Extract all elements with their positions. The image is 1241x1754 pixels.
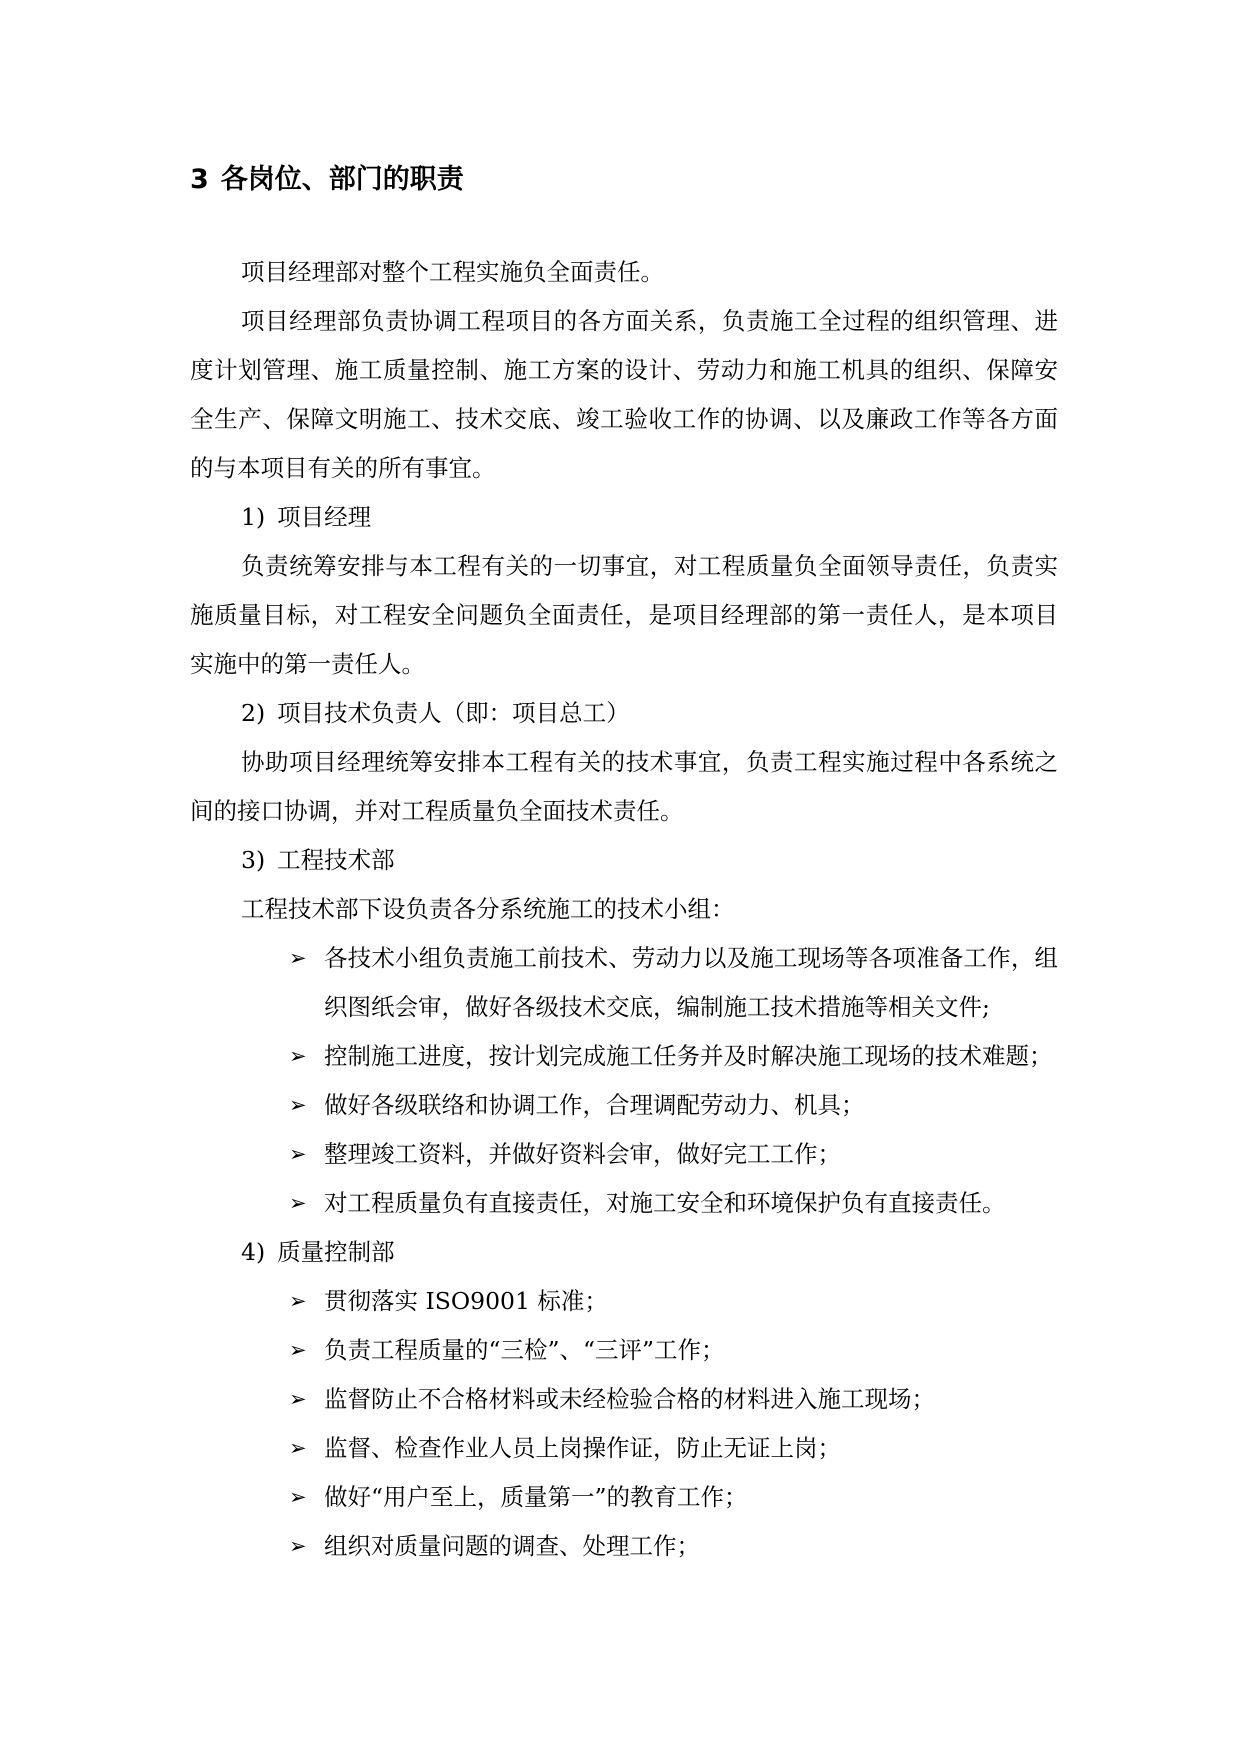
- list-item-text: 控制施工进度，按计划完成施工任务并及时解决施工现场的技术难题；: [324, 1042, 1053, 1070]
- subsection-heading: [190, 836, 1058, 885]
- subsection-paragraph: 协助项目经理统筹安排本工程有关的技术事宜，负责工程实施过程中各系统之间的接口协调，并对工程质量负全面技术责任。: [190, 748, 1058, 825]
- list-item-text: 监督防止不合格材料或未经检验合格的材料进入施工现场；: [324, 1385, 935, 1413]
- subsection-heading: [190, 493, 1058, 542]
- arrow-bullet-icon: ➢: [289, 1338, 307, 1362]
- subsection-title: 项目经理: [277, 503, 372, 531]
- list-item: [289, 1277, 1058, 1326]
- list-item: [289, 1424, 1058, 1473]
- subsection-heading: [190, 1228, 1058, 1277]
- bullet-list: [190, 934, 1058, 1228]
- list-item: [289, 1522, 1058, 1571]
- subsection-title: 工程技术部: [277, 846, 395, 874]
- arrow-bullet-icon: ➢: [289, 1044, 307, 1068]
- arrow-bullet-icon: ➢: [289, 1534, 307, 1558]
- arrow-bullet-icon: ➢: [289, 1289, 307, 1313]
- list-item: [289, 934, 1058, 1032]
- list-item-text: 整理竣工资料，并做好资料会审，做好完工工作；: [324, 1140, 841, 1168]
- list-item-text: 对工程质量负有直接责任，对施工安全和环境保护负有直接责任。: [324, 1189, 1006, 1217]
- subsection-heading: [190, 689, 1058, 738]
- arrow-bullet-icon: ➢: [289, 1093, 307, 1117]
- list-item-text: 贯彻落实 ISO9001 标准；: [324, 1287, 608, 1315]
- bullet-list: [190, 1277, 1058, 1571]
- document-page: [190, 160, 1058, 1571]
- list-item-text: 做好各级联络和协调工作，合理调配劳动力、机具；: [324, 1091, 865, 1119]
- list-item-text: 组织对质量问题的调查、处理工作；: [324, 1532, 700, 1560]
- list-item: [289, 1326, 1058, 1375]
- list-item-text: 做好“用户至上，质量第一”的教育工作；: [324, 1483, 748, 1511]
- list-item: [289, 1375, 1058, 1424]
- subsection-number: 2): [241, 699, 266, 727]
- subsection-number: 4): [241, 1238, 266, 1266]
- subsection-paragraph: 工程技术部下设负责各分系统施工的技术小组：: [241, 895, 735, 923]
- list-item-text: 负责工程质量的“三检”、“三评”工作；: [324, 1336, 725, 1364]
- subsection-paragraph: 负责统筹安排与本工程有关的一切事宜，对工程质量负全面领导责任，负责实施质量目标，对工程安全问题负全面责任，是项目经理部的第一责任人，是本项目实施中的第一责任人。: [190, 552, 1058, 678]
- arrow-bullet-icon: ➢: [289, 1142, 307, 1166]
- intro-paragraph: 项目经理部负责协调工程项目的各方面关系，负责施工全过程的组织管理、进度计划管理、施工质量控制、施工方案的设计、劳动力和施工机具的组织、保障安全生产、保障文明施工、技术交底、竣工验收工作的协调、以及廉政工作等各方面的与本项目有关的所有事宜。: [190, 307, 1058, 482]
- subsection-number: 1): [241, 503, 266, 531]
- subsection-title: 质量控制部: [277, 1238, 395, 1266]
- section-number: 3: [190, 164, 209, 195]
- section-title: 各岗位、部门的职责: [220, 164, 464, 195]
- section-heading: [190, 160, 1058, 200]
- arrow-bullet-icon: ➢: [289, 946, 307, 970]
- intro-paragraph: 项目经理部对整个工程实施负全面责任。: [241, 258, 664, 286]
- arrow-bullet-icon: ➢: [289, 1485, 307, 1509]
- list-item: [289, 1081, 1058, 1130]
- arrow-bullet-icon: ➢: [289, 1387, 307, 1411]
- subsection-number: 3): [241, 846, 266, 874]
- list-item: [289, 1473, 1058, 1522]
- list-item-text: 各技术小组负责施工前技术、劳动力以及施工现场等各项准备工作，组织图纸会审，做好各级技术交底，编制施工技术措施等相关文件;: [324, 944, 1058, 1021]
- list-item: [289, 1179, 1058, 1228]
- arrow-bullet-icon: ➢: [289, 1191, 307, 1215]
- arrow-bullet-icon: ➢: [289, 1436, 307, 1460]
- subsection-title: 项目技术负责人（即：项目总工）: [277, 699, 630, 727]
- list-item: [289, 1130, 1058, 1179]
- list-item-text: 监督、检查作业人员上岗操作证，防止无证上岗；: [324, 1434, 841, 1462]
- list-item: [289, 1032, 1058, 1081]
